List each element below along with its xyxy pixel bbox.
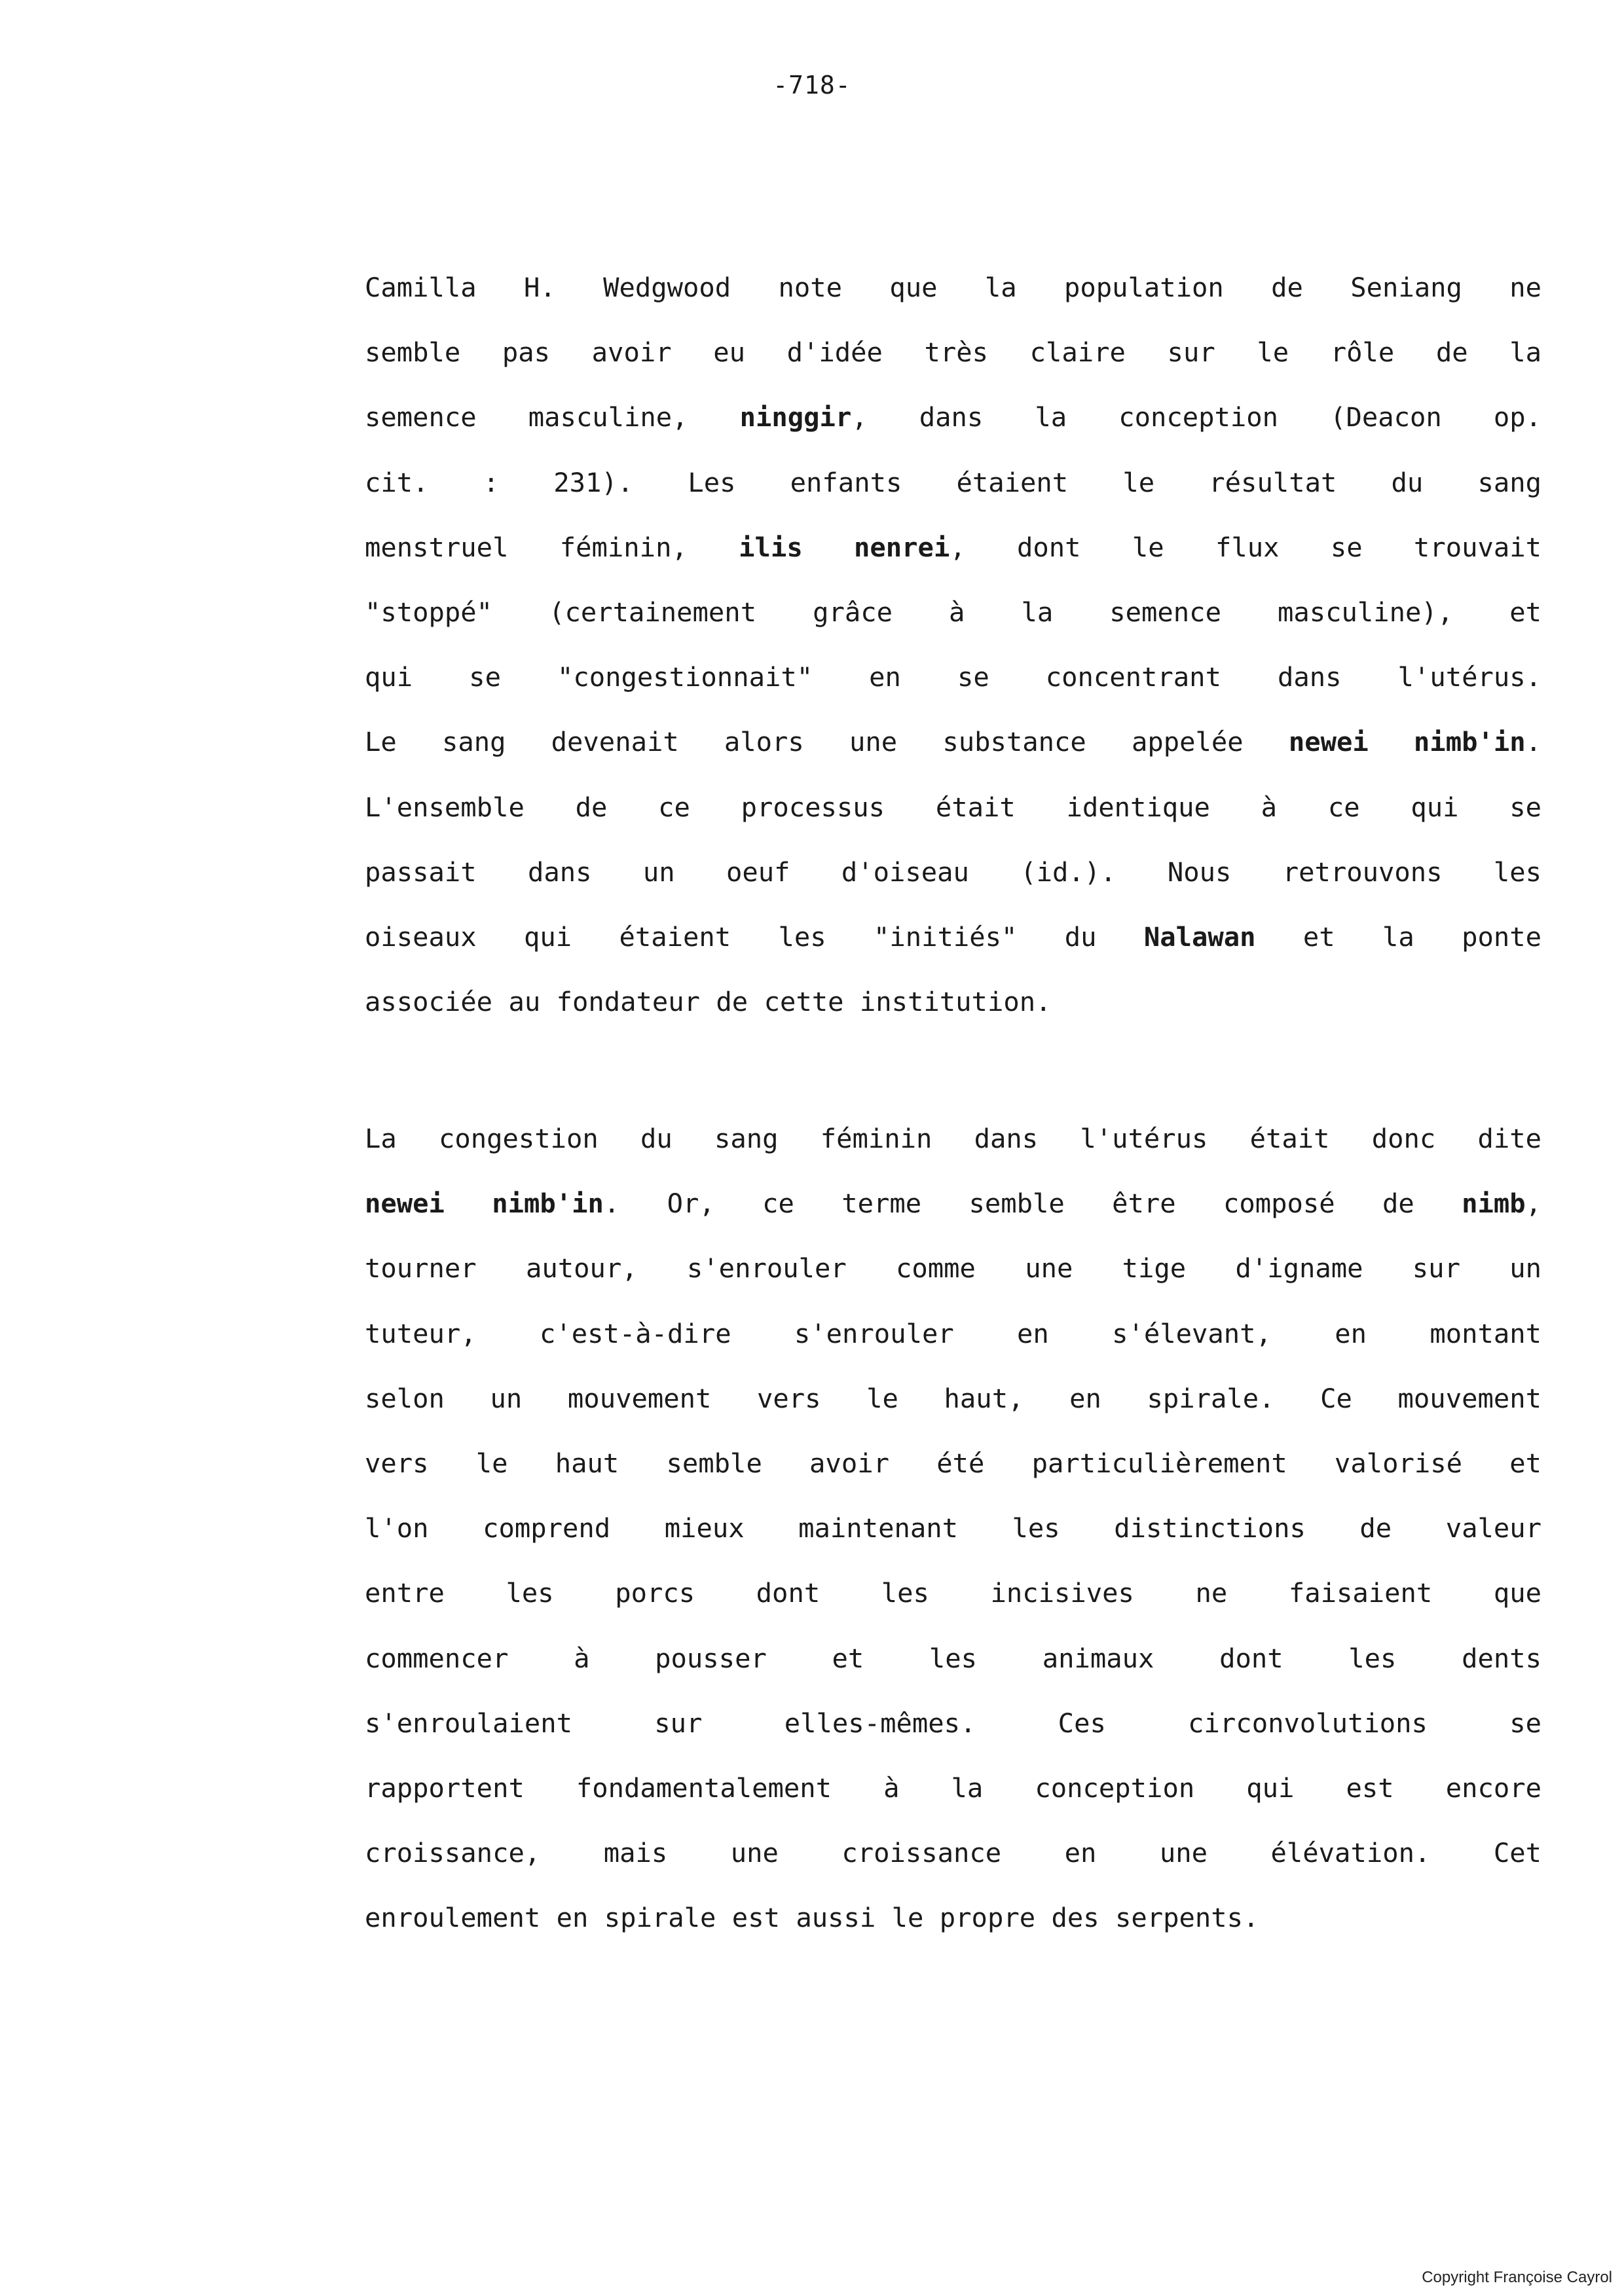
text-segment: oiseaux qui étaient les "initiés" du — [365, 920, 1144, 953]
text-segment: qui se "congestionnait" en se concentrant dans l'utérus. — [365, 661, 1541, 693]
text-segment: , dans la conception (Deacon op. — [851, 401, 1541, 433]
text-line — [365, 1106, 1541, 1171]
text-line — [365, 970, 1541, 1034]
bold-term: newei nimb'in — [1288, 726, 1526, 758]
bold-term: ninggir — [739, 401, 852, 433]
bold-term: newei nimb'in — [365, 1188, 604, 1220]
text-line — [365, 580, 1541, 645]
text-segment: et la ponte — [1255, 920, 1541, 953]
bold-term: Nalawan — [1143, 920, 1256, 953]
text-line — [365, 1171, 1541, 1236]
text-line — [365, 1886, 1541, 1950]
text-segment: l'on comprend mieux maintenant les distinctions de valeur — [365, 1512, 1541, 1544]
text-line — [365, 450, 1541, 515]
text-line — [365, 1366, 1541, 1431]
text-segment: menstruel féminin, — [365, 531, 739, 563]
text-segment: commencer à pousser et les animaux dont les dents — [365, 1642, 1541, 1674]
text-segment: selon un mouvement vers le haut, en spirale. Ce mouvement — [365, 1382, 1541, 1414]
text-segment: enroulement en spirale est aussi le propre des serpents. — [365, 1902, 1259, 1934]
text-line — [365, 1561, 1541, 1626]
text-line — [365, 255, 1541, 320]
text-segment: , — [1525, 1188, 1542, 1220]
bold-term: ilis nenrei — [739, 531, 950, 563]
text-segment: La congestion du sang féminin dans l'utérus était donc dite — [365, 1123, 1541, 1154]
text-segment: . — [1525, 726, 1541, 758]
text-segment: Camilla H. Wedgwood note que la population de Seniang ne — [365, 272, 1541, 303]
text-line — [365, 1756, 1541, 1821]
text-segment: semble pas avoir eu d'idée très claire sur le rôle de la — [365, 337, 1541, 369]
text-segment: rapportent fondamentalement à la conception qui est encore — [365, 1772, 1541, 1804]
paragraph-1 — [365, 255, 1541, 1034]
text-line — [365, 840, 1541, 905]
text-line — [365, 710, 1541, 774]
text-segment: associée au fondateur de cette institution. — [365, 986, 1052, 1018]
text-line — [365, 1236, 1541, 1301]
text-line — [365, 320, 1541, 385]
text-line — [365, 515, 1541, 580]
text-line — [365, 1431, 1541, 1496]
text-segment: passait dans un oeuf d'oiseau (id.). Nous retrouvons les — [365, 856, 1541, 888]
text-segment: tuteur, c'est-à-dire s'enrouler en s'élevant, en montant — [365, 1317, 1541, 1349]
text-line — [365, 1821, 1541, 1886]
text-segment: . Or, ce terme semble être composé de — [603, 1188, 1462, 1220]
text-segment: s'enroulaient sur elles-mêmes. Ces circonvolutions se — [365, 1707, 1541, 1739]
text-segment: croissance, mais une croissance en une élévation. Cet — [365, 1837, 1541, 1869]
text-segment: semence masculine, — [365, 401, 740, 433]
text-segment: Le sang devenait alors une substance appelée — [365, 726, 1289, 758]
text-segment: L'ensemble de ce processus était identique à ce qui se — [365, 791, 1541, 823]
text-segment: "stoppé" (certainement grâce à la semence masculine), et — [365, 596, 1541, 628]
text-line — [365, 1302, 1541, 1366]
text-line — [365, 905, 1541, 970]
text-line — [365, 1691, 1541, 1756]
text-line — [365, 1626, 1541, 1691]
text-line — [365, 775, 1541, 840]
text-segment: vers le haut semble avoir été particulièrement valorisé et — [365, 1447, 1541, 1479]
text-segment: , dont le flux se trouvait — [950, 531, 1541, 563]
text-segment: entre les porcs dont les incisives ne faisaient que — [365, 1577, 1541, 1609]
bold-term: nimb — [1462, 1188, 1526, 1220]
text-segment: cit. : 231). Les enfants étaient le résultat du sang — [365, 466, 1541, 498]
paragraph-2 — [365, 1106, 1541, 1950]
text-line — [365, 645, 1541, 710]
text-segment: tourner autour, s'enrouler comme une tige d'igname sur un — [365, 1252, 1541, 1285]
page-number: -718- — [773, 71, 851, 100]
text-line — [365, 1496, 1541, 1561]
copyright-notice: Copyright Françoise Cayrol — [1422, 2269, 1612, 2286]
text-line — [365, 385, 1541, 450]
